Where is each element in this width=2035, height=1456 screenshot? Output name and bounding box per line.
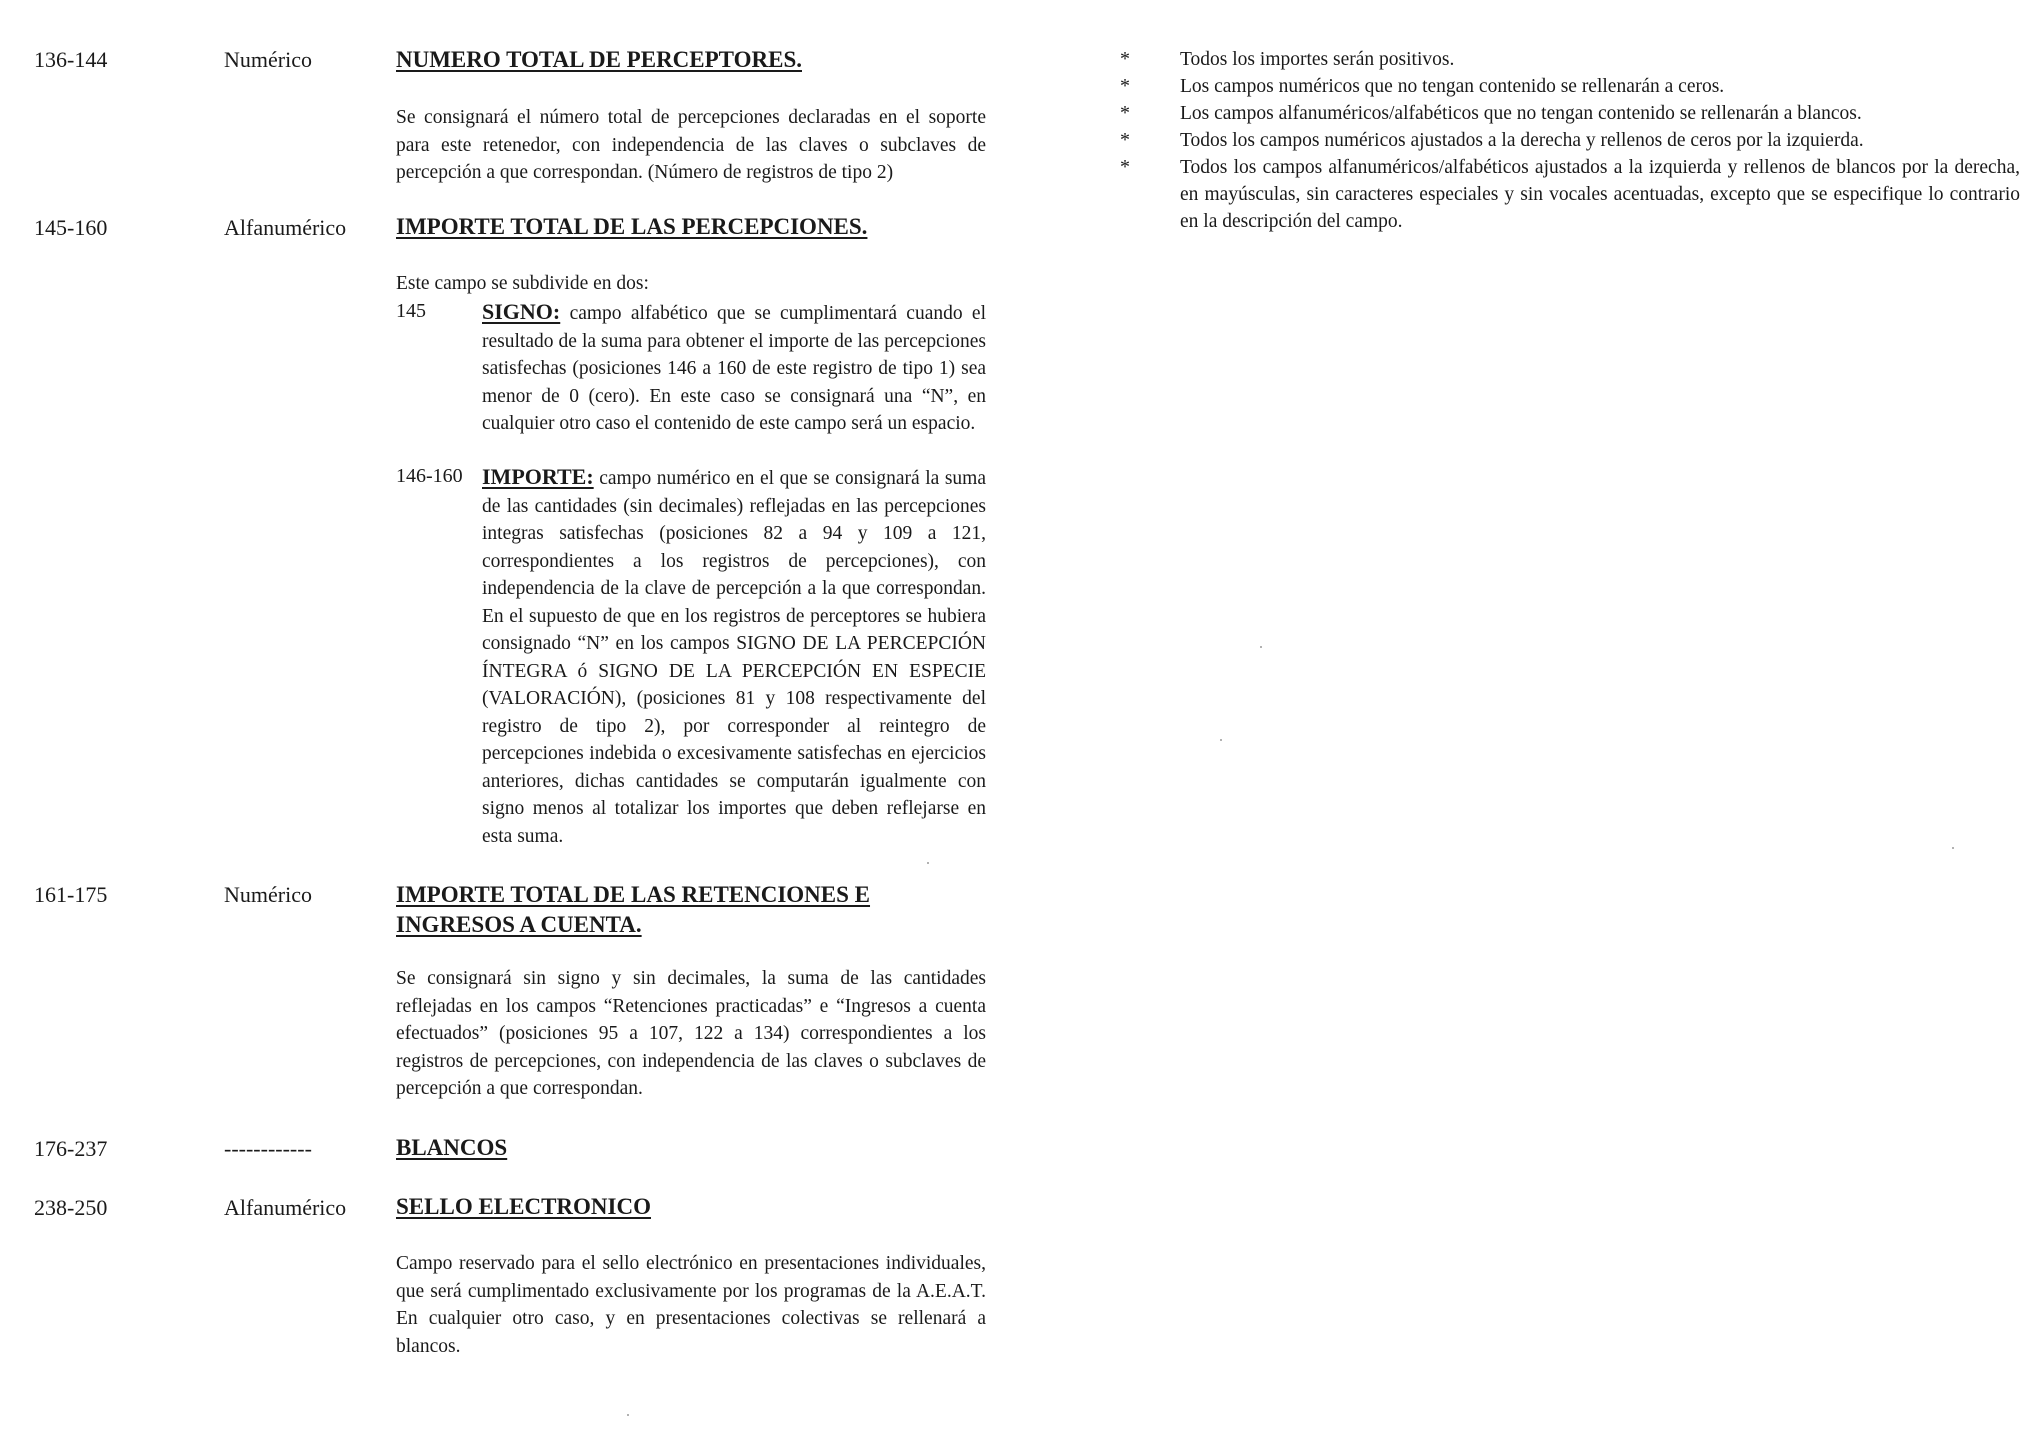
asterisk-bullet-icon: * <box>1120 156 1130 178</box>
scan-speck <box>927 862 929 864</box>
field-type: Alfanumérico <box>224 215 347 240</box>
scan-speck <box>1220 739 1222 741</box>
subfield-label: IMPORTE: <box>482 464 594 489</box>
field-title-line-2: INGRESOS A CUENTA. <box>396 912 642 937</box>
asterisk-bullet-icon: * <box>1120 129 1130 151</box>
field-title <box>396 880 996 940</box>
field-type: Numérico <box>224 47 312 72</box>
field-positions: 176-237 <box>34 1136 108 1161</box>
subfield-body <box>482 298 986 438</box>
field-intro: Este campo se subdivide en dos: <box>396 273 649 294</box>
subfield-label: SIGNO: <box>482 299 561 324</box>
asterisk-bullet-icon: * <box>1120 48 1130 70</box>
subfield-positions: 146-160 <box>396 465 463 487</box>
subfield-positions: 145 <box>396 300 426 322</box>
scan-speck <box>627 1414 629 1416</box>
asterisk-bullet-icon: * <box>1120 75 1130 97</box>
field-title: BLANCOS <box>396 1135 508 1160</box>
field-positions: 238-250 <box>34 1195 108 1220</box>
note-text: Todos los campos numéricos ajustados a la derecha y rellenos de ceros por la izquierda. <box>1180 130 1864 151</box>
field-type: ------------ <box>224 1136 312 1161</box>
scan-speck <box>1260 646 1262 648</box>
field-description: Se consignará el número total de percepciones declaradas en el soporte para este retenedor, con independencia de las claves o subclaves de percepción a que correspondan. (Número de registros de tipo 2) <box>396 107 986 183</box>
subfield-body <box>482 463 986 850</box>
field-positions: 145-160 <box>34 215 108 240</box>
note-text: Los campos numéricos que no tengan contenido se rellenarán a ceros. <box>1180 76 1725 97</box>
field-title: SELLO ELECTRONICO <box>396 1194 651 1219</box>
field-title: IMPORTE TOTAL DE LAS PERCEPCIONES. <box>396 214 868 239</box>
subfield-text: campo alfabético que se cumplimentará cuando el resultado de la suma para obtener el importe de las percepciones satisfechas (posiciones 146 a 160 de este registro de tipo 1) sea menor de 0 (cero). En este caso se consignará una “N”, en cualquier otro caso el contenido de este campo será un espacio. <box>482 303 986 434</box>
note-text: Todos los importes serán positivos. <box>1180 49 1455 70</box>
field-title-line-1: IMPORTE TOTAL DE LAS RETENCIONES E <box>396 882 871 907</box>
field-description: Se consignará sin signo y sin decimales, la suma de las cantidades reflejadas en los campos “Retenciones practicadas” e “Ingresos a cuenta efectuados” (posiciones 95 a 107, 122 a 134) correspondientes a los registros de percepciones, con independencia de las claves o subclaves de percepción a que correspondan. <box>396 968 986 1099</box>
field-positions: 161-175 <box>34 882 108 907</box>
field-description: Campo reservado para el sello electrónico en presentaciones individuales, que será cumplimentado exclusivamente por los programas de la A.E.A.T. En cualquier otro caso, y en presentaciones colectivas se rellenará a blancos. <box>396 1253 986 1357</box>
field-title: NUMERO TOTAL DE PERCEPTORES. <box>396 47 802 72</box>
asterisk-bullet-icon: * <box>1120 102 1130 124</box>
note-text: Los campos alfanuméricos/alfabéticos que no tengan contenido se rellenarán a blancos. <box>1180 103 1862 124</box>
subfield-text: campo numérico en el que se consignará la suma de las cantidades (sin decimales) reflejadas en las percepciones integras satisfechas (posiciones 82 a 94 y 109 a 121, correspondientes a los registros de percepciones), con independencia de la clave de percepción a la que correspondan. En el supuesto de que en los registros de perceptores se hubiera consignado “N” en los campos SIGNO DE LA PERCEPCIÓN ÍNTEGRA ó SIGNO DE LA PERCEPCIÓN EN ESPECIE (VALORACIÓN), (posiciones 81 y 108 respectivamente del registro de tipo 2), por corresponder al reintegro de percepciones indebida o excesivamente satisfechas en ejercicios anteriores, dichas cantidades se computarán igualmente con signo menos al totalizar los importes que deben reflejarse en esta suma. <box>482 468 986 847</box>
field-type: Alfanumérico <box>224 1195 347 1220</box>
field-type: Numérico <box>224 882 312 907</box>
field-positions: 136-144 <box>34 47 108 72</box>
note-text: Todos los campos alfanuméricos/alfabéticos ajustados a la izquierda y rellenos de blancos por la derecha, en mayúsculas, sin caracteres especiales y sin vocales acentuadas, excepto que se especifique lo contrario en la descripción del campo. <box>1180 157 2020 232</box>
scan-speck <box>1952 847 1954 849</box>
